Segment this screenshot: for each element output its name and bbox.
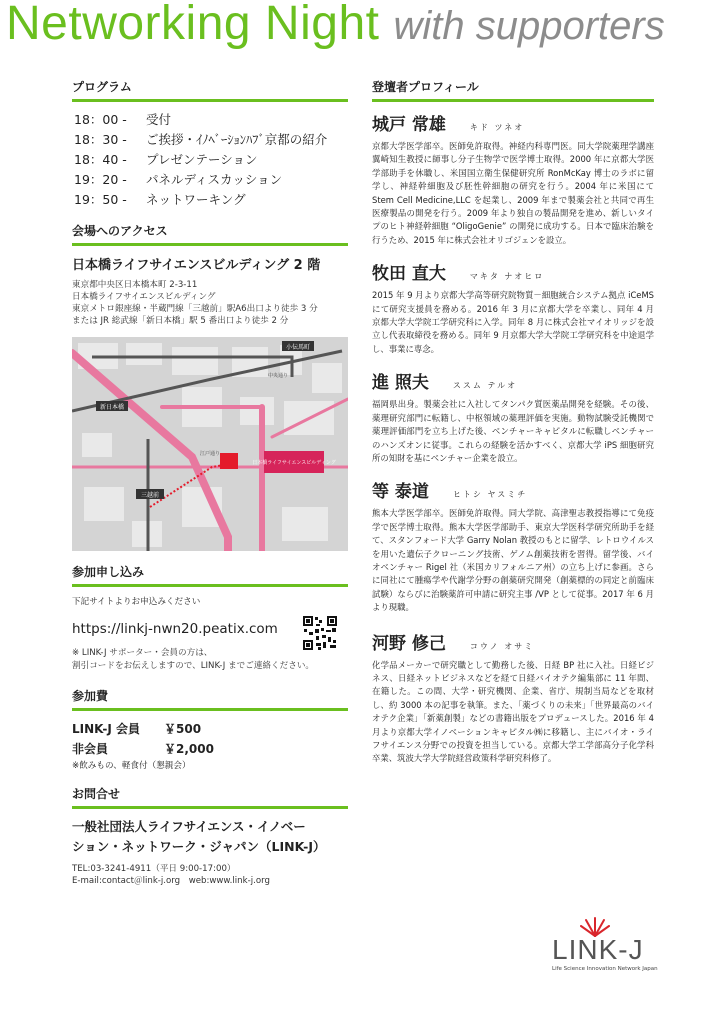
link-j-logo	[546, 916, 664, 972]
program-heading: プログラム	[72, 78, 348, 102]
speaker-kana: ヒトシ ヤスミチ	[452, 490, 528, 500]
right-column	[372, 78, 663, 774]
address-line: 東京メトロ銀座線・半蔵門線「三越前」駅A6出口より徒歩 3 分	[72, 304, 318, 314]
destination-marker	[220, 453, 238, 469]
speaker-name: 進 照夫	[372, 373, 429, 394]
fee-label: 非会員	[72, 742, 109, 756]
speaker-name: 等 泰道	[372, 482, 429, 503]
program-label: パネルディスカッション	[146, 172, 283, 187]
map-label-destination: 日本橋ライフサイエンスビルディング	[252, 460, 336, 466]
fee-note: ※飲みもの、軽食付（懇親会）	[72, 761, 191, 771]
access-heading: 会場へのアクセス	[72, 222, 348, 246]
speaker-profile	[372, 477, 654, 614]
apply-url-link[interactable]: https://linkj-nwn20.peatix.com	[72, 621, 278, 637]
program-item	[74, 190, 348, 210]
contact-section	[72, 785, 348, 887]
program-item	[74, 110, 348, 130]
speaker-bio: 化学品メーカーで研究職として勤務した後、日経 BP 社に入社。日経ビジネス、日経ネットビジネスなどを経て日経バイオテク編集部に 11 年間、在籍した。この間、大学・研究機関、企業、省庁、規制当局などを取材し、約 3000 本の記事を執筆。また、「薬づくりの未来」「世界最高のバイオテク企業」「新薬創製」などの書籍出版をプロデュースした。2016 年 4 月より京都大学イノベーションキャピタル㈱に移籍し、主にバイオ・ライフサイエンス分野での投資を担当している。京都大学工学部高分子化学科卒業、筑波大学大学院経営政策科学研究科修了。	[372, 659, 654, 764]
contact-email-web[interactable]: E-mail:contact＠link-j.org web:www.link-j.org	[72, 876, 270, 886]
apply-heading: 参加申し込み	[72, 563, 348, 587]
fee-row	[72, 719, 348, 739]
program-time: 19：20 -	[74, 172, 127, 187]
logo-text: LINK-J	[552, 934, 644, 965]
apply-note: 下記サイトよりお申込みください	[72, 597, 201, 607]
program-label: 受付	[146, 112, 172, 127]
venue-name: 日本橋ライフサイエンスビルディング 2 階	[72, 258, 321, 273]
speaker-kana: キド ツネオ	[469, 123, 525, 132]
access-section	[72, 222, 348, 551]
fee-value: ￥500	[164, 722, 202, 736]
contact-details	[72, 863, 348, 887]
program-label: プレゼンテーション	[146, 152, 258, 167]
speaker-name: 牧田 直大	[372, 264, 446, 285]
organization-line: 一般社団法人ライフサイエンス・イノベー	[72, 819, 306, 834]
fee-row	[72, 739, 348, 759]
address-block	[72, 279, 348, 327]
speaker-profile	[372, 110, 654, 247]
address-line: 東京都中央区日本橋本町 2-3-11	[72, 280, 198, 290]
fee-label: LINK-J 会員	[72, 722, 141, 736]
speaker-name: 河野 修己	[372, 633, 446, 654]
supporter-note-line: ※ LINK-J サポーター・会員の方は、	[72, 648, 213, 658]
speakers-heading: 登壇者プロフィール	[372, 78, 654, 102]
speaker-name-row	[372, 110, 654, 135]
address-line: または JR 総武線「新日本橋」駅 5 番出口より徒歩 2 分	[72, 316, 289, 326]
contact-heading: お問合せ	[72, 785, 348, 809]
organization-name	[72, 817, 348, 857]
speaker-name: 城戸 常雄	[372, 115, 446, 135]
speaker-profile	[372, 368, 654, 465]
title-main: Networking Night	[6, 0, 380, 50]
speaker-kana: コウノ オサミ	[469, 641, 535, 651]
map-label-shin-nihonbashi: 新日本橋	[99, 404, 125, 411]
speaker-kana: マキタ ナオヒロ	[469, 272, 545, 282]
title-sub: with supporters	[393, 4, 665, 48]
speaker-bio: 熊本大学医学部卒。医師免許取得。同大学院、高津聖志教授指導にて免疫学で医学博士取得。熊本大学医学部助手、東京大学医科学研究所助手を経て、スタンフォード大学 Garry Nolan 教授のもとに留学、レトロウイルスを用いた遺伝子クローニング技術、ゲノム創薬技術を習得。留学後、バイオベンチャー Rigel 社（米国カリフォルニア州）の立ち上げに参画。さらに同社にて腫瘍学や代謝学分野の創薬研究開発（創薬標的の同定と前臨床試験）ならびに治験薬許可申請に研究主事 /VP として従事。2017 年 6 月より現職。	[372, 508, 654, 613]
speaker-bio: 福岡県出身。製薬会社に入社してタンパク質医薬品開発を経験。その後、薬理研究部門に転籍し、中枢領域の薬理評価を実施。動物試験受託機関で薬理評価部門を立ち上げた後、ベンチャーキャピタルに転職しベンチャーのハンズオンに従事。これらの経験を活かすべく、京都大学 iPS 細胞研究所の知財を基にベンチャー企業を設立。	[372, 399, 654, 463]
speaker-name-row	[372, 629, 654, 654]
program-label: ご挨拶・ｲﾉﾍﾞｰｼｮﾝﾊﾌﾞ京都の紹介	[146, 132, 328, 147]
map-label-kodenmacho: 小伝馬町	[285, 344, 311, 351]
fee-section	[72, 687, 348, 771]
program-item	[74, 130, 348, 150]
apply-section	[72, 563, 348, 673]
qr-code-icon[interactable]	[302, 615, 338, 651]
speaker-kana: ススム テルオ	[452, 381, 518, 391]
map-label-mitsukoshimae: 三越前	[140, 492, 160, 499]
program-time: 19：50 -	[74, 192, 127, 207]
speaker-bio: 2015 年 9 月より京都大学高等研究院物質－細胞統合システム拠点 iCeMS にて研究支援員を務める。2016 年 3 月に京都大学を卒業し、同年 4 月 京都大学大学院工学研究科に入学。同年 8 月に株式会社マイオリッジを設立し代表取締役を務める。同年 9 月京都大学大学院工学研究科を中途退学し、事業に専念。	[372, 290, 663, 354]
fee-value: ￥2,000	[164, 742, 214, 756]
program-time: 18：30 -	[74, 132, 127, 147]
map-label-edo-dori: 江戸通り	[200, 451, 221, 457]
program-time: 18：00 -	[74, 112, 127, 127]
program-time: 18：40 -	[74, 152, 127, 167]
fee-heading: 参加費	[72, 687, 348, 711]
speaker-name-row	[372, 368, 654, 393]
speaker-name-row	[372, 259, 654, 284]
logo-tagline: Life Science Innovation Network Japan	[552, 966, 658, 972]
left-column	[72, 78, 348, 887]
speaker-profile	[372, 259, 663, 356]
speaker-name-row	[372, 477, 654, 502]
program-item	[74, 170, 348, 190]
program-item	[74, 150, 348, 170]
event-title	[6, 0, 665, 51]
contact-tel: TEL:03-3241-4911（平日 9:00-17:00）	[72, 864, 236, 874]
program-label: ネットワーキング	[146, 192, 246, 207]
address-line: 日本橋ライフサイエンスビルディング	[72, 292, 216, 302]
speaker-bio: 京都大学医学部卒。医師免許取得。神経内科専門医。同大学院薬理学講座翼崎知生教授に師事し分子生物学で医学博士取得。2000 年に京都大学医学部助手を休職し、米国国立衛生保健研究所 RonMcKay 博士のラボに留学し、神経幹細胞及び胚性幹細胞の研究を行う。2004 年に米国にて Stem Cell Medicine,LLC を起業し、2009 年まで製薬会社と共同で再生医療製品の開発を行う。2009 年より独自の製品開発を進め、新しいタイプのヒト神経幹細胞 “OligoGenie” の開発に成功する。日本で臨床治験を行うため、2015 年に株式会社オリゴジェンを設立。	[372, 141, 654, 245]
organization-line: ション・ネットワーク・ジャパン（LINK-J）	[72, 839, 326, 854]
speaker-profile	[372, 629, 654, 766]
map-label-chuo-dori: 中央通り	[268, 373, 289, 379]
supporter-note-line: 割引コードをお伝えしますので、LINK-J までご連絡ください。	[72, 661, 315, 671]
program-list	[74, 110, 348, 210]
program-section	[72, 78, 348, 210]
access-map	[72, 337, 348, 551]
